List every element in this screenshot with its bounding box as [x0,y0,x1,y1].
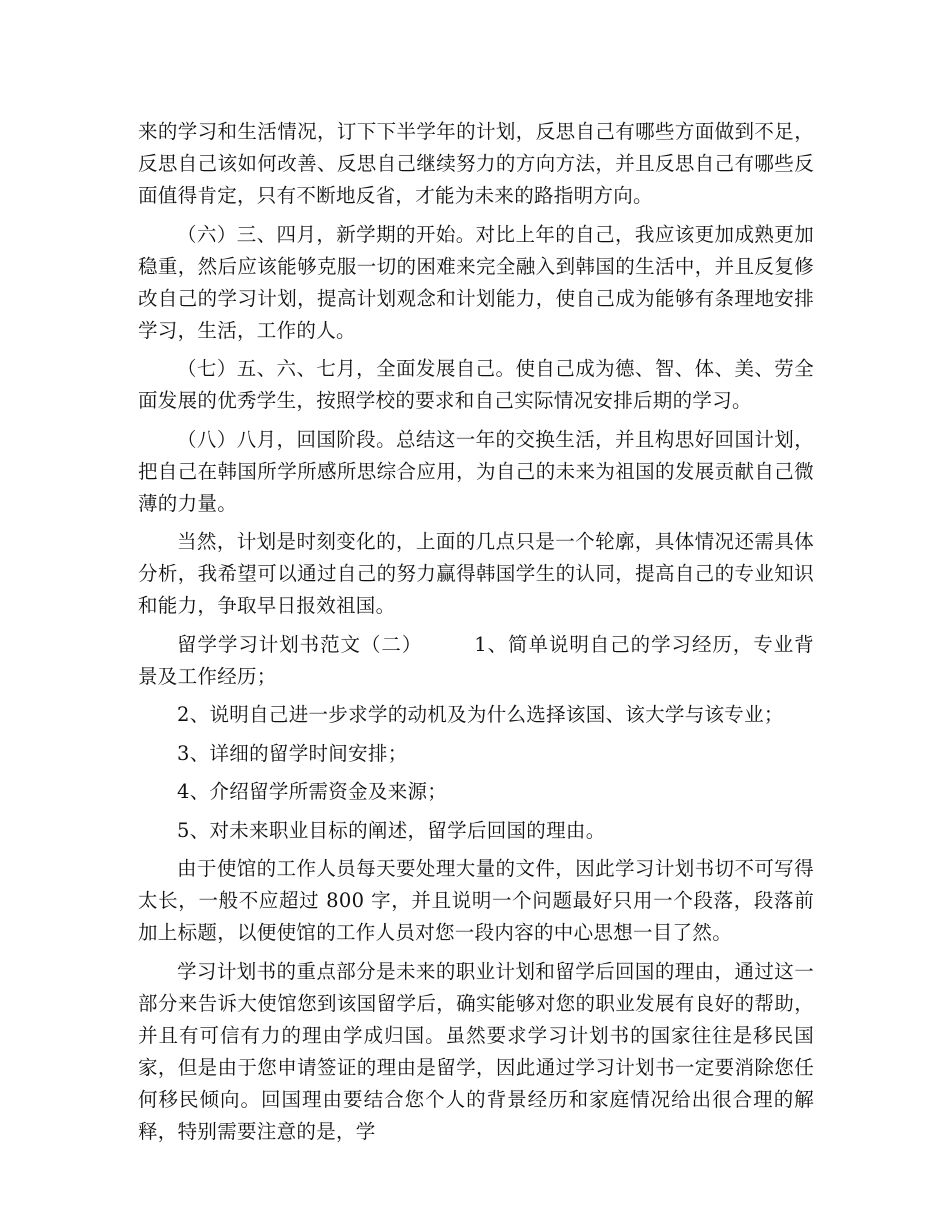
paragraph-focus: 学习计划书的重点部分是未来的职业计划和留学后回国的理由，通过这一部分来告诉大使馆您到该国留学后，确实能够对您的职业发展有良好的帮助，并且有可信有力的理由学成归国。虽然要求学习计划书的国家往往是移民国家，但是由于您申请签证的理由是留学，因此通过学习计划书一定要消除您任何移民倾向。回国理由要结合您个人的背景经历和家庭情况给出很合理的解释，特别需要注意的是，学 [138,959,814,1143]
paragraph-eight: （八）八月，回国阶段。总结这一年的交换生活，并且构思好回国计划，把自己在韩国所学所感所思综合应用，为自己的未来为祖国的发展贡献自己微薄的力量。 [138,427,814,515]
list-item-1: 1、简单说明自己的学习经历，专业背景及工作经历； [138,632,814,688]
list-item-2: 2、说明自己进一步求学的动机及为什么选择该国、该大学与该专业； [177,703,784,726]
list-item-3: 3、详细的留学时间安排； [177,741,408,765]
document-body [138,116,814,1154]
section-title: 留学学习计划书范文（二） [177,632,423,656]
list-item-5: 5、对未来职业目标的阐述，留学后回国的理由。 [177,818,606,842]
paragraph-seven: （七）五、六、七月，全面发展自己。使自己成为德、智、体、美、劳全面发展的优秀学生，按照学校的要求和自己实际情况安排后期的学习。 [138,357,814,412]
section-heading-paragraph [138,629,814,693]
list-item-4: 4、介绍留学所需资金及来源； [177,780,448,803]
paragraph-continued: 来的学习和生活情况，订下下半学年的计划，反思自己有哪些方面做到不足，反思自己该如何改善、反思自己继续努力的方向方法，并且反思自己有哪些反面值得肯定，只有不断地反省，才能为未来的路指明方向。 [138,120,814,207]
paragraph-six: （六）三、四月，新学期的开始。对比上年的自己，我应该更加成熟更加稳重，然后应该能够克服一切的困难来完全融入到韩国的生活中，并且反复修改自己的学习计划，提高计划观念和计划能力，使自己成为能够有条理地安排学习，生活，工作的人。 [138,222,814,342]
paragraph-embassy: 由于使馆的工作人员每天要处理大量的文件，因此学习计划书切不可写得太长，一般不应超过 800 字，并且说明一个问题最好只用一个段落，段落前加上标题，以便使馆的工作人员对您一段内容的中心思想一目了然。 [138,857,814,944]
paragraph-of-course: 当然，计划是时刻变化的，上面的几点只是一个轮廓，具体情况还需具体分析，我希望可以通过自己的努力赢得韩国学生的认同，提高自己的专业知识和能力，争取早日报效祖国。 [138,530,814,617]
